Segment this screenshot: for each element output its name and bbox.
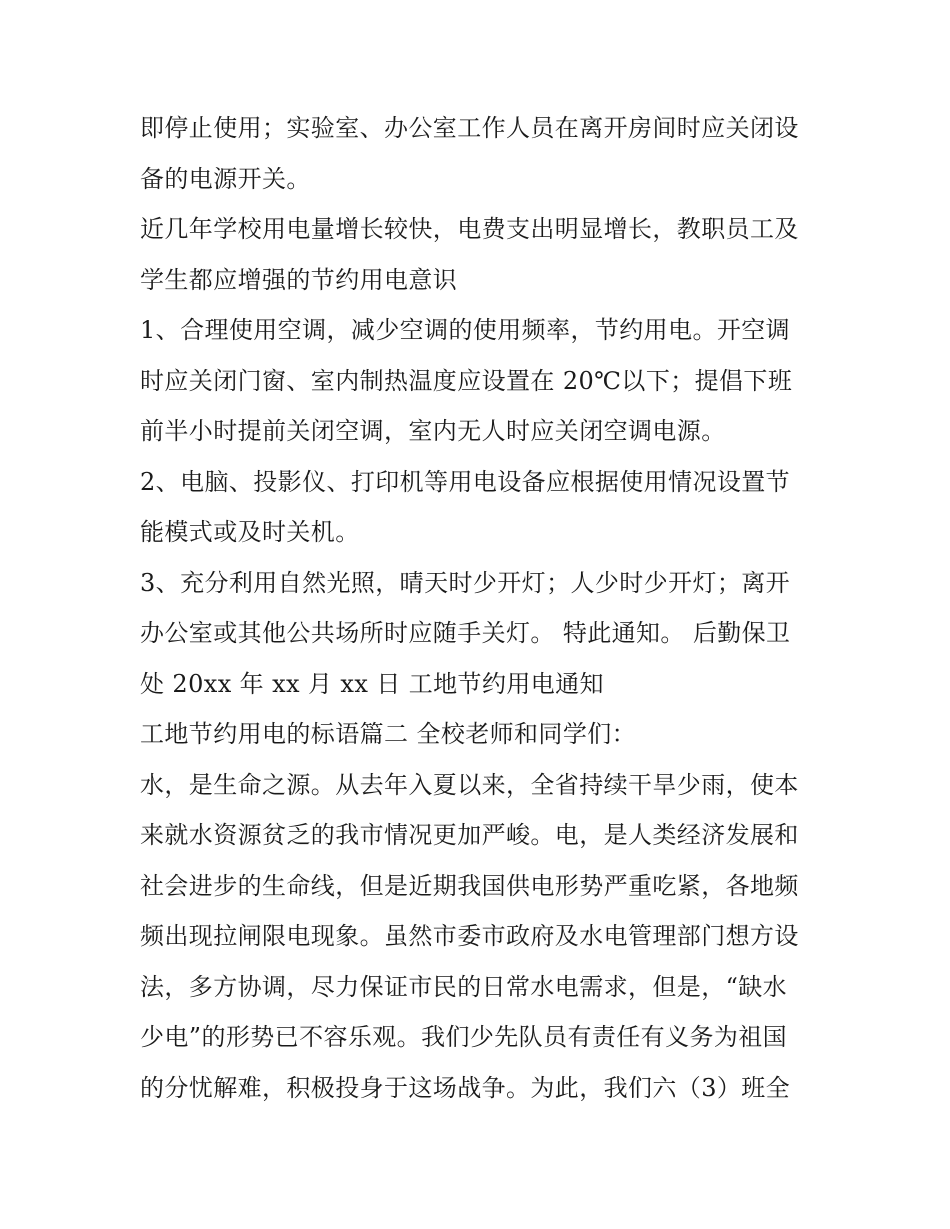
text-line: 处 20xx 年 xx 月 xx 日 工地节约用电通知: [140, 669, 604, 698]
text-line: 近几年学校用电量增长较快，电费支出明显增长，教职员工及: [140, 215, 799, 243]
document-body: [140, 103, 820, 1113]
text-line: 能模式或及时关机。: [140, 518, 360, 546]
text-line: 工地节约用电的标语篇二 全校老师和同学们：: [140, 720, 637, 748]
text-line: 法，多方协调，尽力保证市民的日常水电需求，但是，“缺水: [140, 972, 788, 1001]
text-line: 备的电源开关。: [140, 164, 311, 193]
text-line: 学生都应增强的节约用电意识: [140, 265, 458, 294]
text-line: 3、充分利用自然光照，晴天时少开灯；人少时少开灯；离开: [140, 568, 791, 597]
text-line: 2、电脑、投影仪、打印机等用电设备应根据使用情况设置节: [140, 467, 791, 496]
text-line: 的分忧解难，积极投身于这场战争。为此，我们六（3）班全: [140, 1073, 791, 1102]
text-line: 1、合理使用空调，减少空调的使用频率，节约用电。开空调: [140, 316, 791, 344]
text-line: 来就水资源贫乏的我市情况更加严峻。电，是人类经济发展和: [140, 821, 799, 849]
text-line: 即停止使用；实验室、办公室工作人员在离开房间时应关闭设: [140, 114, 799, 142]
text-line: 少电”的形势已不容乐观。我们少先队员有责任有义务为祖国: [140, 1023, 788, 1051]
text-line: 水，是生命之源。从去年入夏以来，全省持续干旱少雨，使本: [140, 770, 799, 799]
text-line: 社会进步的生命线，但是近期我国供电形势严重吃紧，各地频: [140, 871, 799, 900]
text-line: 前半小时提前关闭空调，室内无人时应关闭空调电源。: [140, 417, 726, 445]
text-line: 频出现拉闸限电现象。虽然市委市政府及水电管理部门想方设: [140, 922, 799, 950]
text-line: 办公室或其他公共场所时应随手关灯。 特此通知。 后勤保卫: [140, 619, 791, 647]
text-line: 时应关闭门窗、室内制热温度应设置在 20℃以下；提倡下班: [140, 366, 793, 395]
